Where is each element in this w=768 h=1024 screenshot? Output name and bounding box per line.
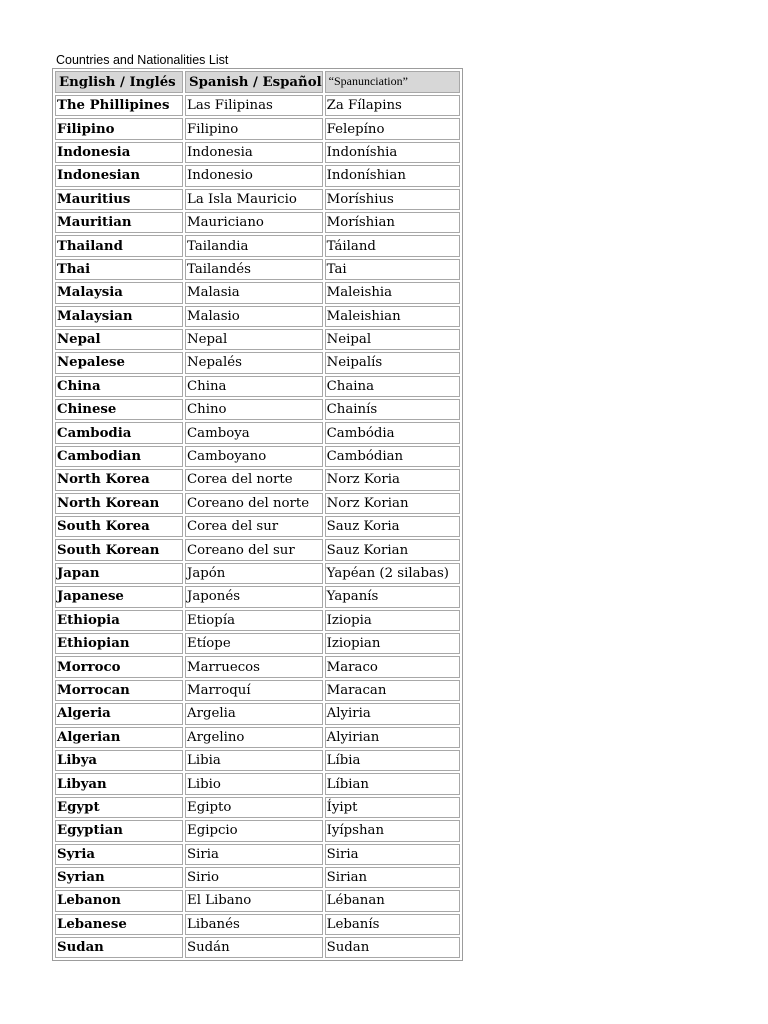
table-row (55, 352, 460, 373)
cell-spanish: Egipto (185, 797, 323, 818)
cell-spanish: Tailandés (185, 259, 323, 280)
cell-english: Nepal (55, 329, 183, 350)
cell-pronunciation: Íyipt (325, 797, 460, 818)
cell-spanish: Corea del sur (185, 516, 323, 537)
cell-spanish: Tailandia (185, 235, 323, 256)
cell-english: Sudan (55, 937, 183, 958)
cell-english: Mauritius (55, 189, 183, 210)
cell-pronunciation: Cambódian (325, 446, 460, 467)
table-row (55, 399, 460, 420)
cell-english: China (55, 376, 183, 397)
cell-spanish: Marruecos (185, 656, 323, 677)
cell-english: Nepalese (55, 352, 183, 373)
table-row (55, 422, 460, 443)
cell-english: Japanese (55, 586, 183, 607)
cell-english: Syrian (55, 867, 183, 888)
header-spanish: Spanish / Español (185, 71, 323, 93)
table-row (55, 586, 460, 607)
cell-spanish: Camboyano (185, 446, 323, 467)
cell-spanish: Mauriciano (185, 212, 323, 233)
cell-pronunciation: Sudan (325, 937, 460, 958)
cell-pronunciation: Moríshius (325, 189, 460, 210)
table-row (55, 703, 460, 724)
cell-english: Libyan (55, 773, 183, 794)
table-row (55, 633, 460, 654)
cell-spanish: China (185, 376, 323, 397)
cell-spanish: Coreano del sur (185, 539, 323, 560)
table-row (55, 329, 460, 350)
cell-pronunciation: Neipal (325, 329, 460, 350)
cell-pronunciation: Norz Korian (325, 493, 460, 514)
cell-spanish: Nepal (185, 329, 323, 350)
cell-pronunciation: Siria (325, 844, 460, 865)
cell-spanish: Chino (185, 399, 323, 420)
cell-spanish: Libio (185, 773, 323, 794)
cell-pronunciation: Felepíno (325, 118, 460, 139)
table-row (55, 773, 460, 794)
cell-pronunciation: Maleishian (325, 306, 460, 327)
table-row (55, 118, 460, 139)
cell-spanish: Indonesio (185, 165, 323, 186)
table-row (55, 820, 460, 841)
header-pronunciation: “Spanunciation” (325, 71, 460, 93)
cell-spanish: Argelino (185, 727, 323, 748)
table-row (55, 797, 460, 818)
cell-english: Filipino (55, 118, 183, 139)
cell-spanish: Indonesia (185, 142, 323, 163)
table-row (55, 282, 460, 303)
table-row (55, 259, 460, 280)
cell-english: Malaysian (55, 306, 183, 327)
cell-pronunciation: Iyípshan (325, 820, 460, 841)
table-row (55, 376, 460, 397)
cell-spanish: Etíope (185, 633, 323, 654)
table-row (55, 306, 460, 327)
cell-english: Japan (55, 563, 183, 584)
table-row (55, 867, 460, 888)
cell-spanish: Nepalés (185, 352, 323, 373)
cell-english: Indonesian (55, 165, 183, 186)
cell-pronunciation: Sauz Koria (325, 516, 460, 537)
table-row (55, 212, 460, 233)
cell-pronunciation: Maraco (325, 656, 460, 677)
table-header-row (55, 71, 460, 93)
cell-pronunciation: Moríshian (325, 212, 460, 233)
cell-spanish: Japón (185, 563, 323, 584)
table-row (55, 610, 460, 631)
cell-english: Algeria (55, 703, 183, 724)
cell-spanish: Malasia (185, 282, 323, 303)
cell-pronunciation: Iziopia (325, 610, 460, 631)
table-row (55, 890, 460, 911)
table-row (55, 235, 460, 256)
cell-english: Lebanese (55, 914, 183, 935)
cell-pronunciation: Sauz Korian (325, 539, 460, 560)
cell-english: Indonesia (55, 142, 183, 163)
cell-english: Lebanon (55, 890, 183, 911)
nationalities-table (52, 68, 463, 961)
cell-pronunciation: Alyirian (325, 727, 460, 748)
cell-english: Algerian (55, 727, 183, 748)
cell-pronunciation: Táiland (325, 235, 460, 256)
cell-spanish: Corea del norte (185, 469, 323, 490)
table-row (55, 750, 460, 771)
cell-pronunciation: Alyiria (325, 703, 460, 724)
table-row (55, 142, 460, 163)
cell-spanish: Argelia (185, 703, 323, 724)
cell-spanish: Las Filipinas (185, 95, 323, 116)
cell-pronunciation: Indoníshia (325, 142, 460, 163)
table-row (55, 937, 460, 958)
cell-english: Morroco (55, 656, 183, 677)
cell-spanish: Siria (185, 844, 323, 865)
cell-spanish: Sudán (185, 937, 323, 958)
cell-pronunciation: Chaina (325, 376, 460, 397)
header-english: English / Inglés (55, 71, 183, 93)
table-row (55, 165, 460, 186)
cell-pronunciation: Lébanan (325, 890, 460, 911)
cell-spanish: Libia (185, 750, 323, 771)
table-row (55, 727, 460, 748)
cell-spanish: Malasio (185, 306, 323, 327)
cell-english: Ethiopia (55, 610, 183, 631)
table-row (55, 563, 460, 584)
cell-spanish: Filipino (185, 118, 323, 139)
table-row (55, 189, 460, 210)
cell-spanish: Camboya (185, 422, 323, 443)
cell-english: Libya (55, 750, 183, 771)
cell-english: Egypt (55, 797, 183, 818)
cell-spanish: Etiopía (185, 610, 323, 631)
cell-english: Morrocan (55, 680, 183, 701)
table-row (55, 493, 460, 514)
cell-pronunciation: Lebanís (325, 914, 460, 935)
cell-english: Chinese (55, 399, 183, 420)
cell-spanish: Sirio (185, 867, 323, 888)
cell-english: Mauritian (55, 212, 183, 233)
cell-spanish: Egipcio (185, 820, 323, 841)
cell-english: Syria (55, 844, 183, 865)
cell-english: Cambodian (55, 446, 183, 467)
cell-spanish: El Libano (185, 890, 323, 911)
cell-english: Thailand (55, 235, 183, 256)
table-row (55, 844, 460, 865)
cell-english: Ethiopian (55, 633, 183, 654)
cell-spanish: Japonés (185, 586, 323, 607)
cell-pronunciation: Chainís (325, 399, 460, 420)
cell-spanish: Marroquí (185, 680, 323, 701)
table-row (55, 914, 460, 935)
cell-pronunciation: Iziopian (325, 633, 460, 654)
cell-english: Malaysia (55, 282, 183, 303)
table-row (55, 469, 460, 490)
table-row (55, 680, 460, 701)
cell-pronunciation: Sirian (325, 867, 460, 888)
table-row (55, 95, 460, 116)
table-row (55, 446, 460, 467)
cell-pronunciation: Tai (325, 259, 460, 280)
cell-english: Cambodia (55, 422, 183, 443)
cell-english: South Korean (55, 539, 183, 560)
cell-english: South Korea (55, 516, 183, 537)
cell-pronunciation: Maracan (325, 680, 460, 701)
cell-pronunciation: Maleishia (325, 282, 460, 303)
cell-pronunciation: Neipalís (325, 352, 460, 373)
cell-pronunciation: Za Fílapins (325, 95, 460, 116)
cell-english: North Korea (55, 469, 183, 490)
table-row (55, 516, 460, 537)
cell-pronunciation: Indoníshian (325, 165, 460, 186)
document-title: Countries and Nationalities List (56, 53, 229, 67)
cell-spanish: Coreano del norte (185, 493, 323, 514)
cell-pronunciation: Líbia (325, 750, 460, 771)
table-row (55, 539, 460, 560)
cell-english: Egyptian (55, 820, 183, 841)
cell-english: North Korean (55, 493, 183, 514)
cell-english: Thai (55, 259, 183, 280)
cell-pronunciation: Yapéan (2 silabas) (325, 563, 460, 584)
cell-pronunciation: Norz Koria (325, 469, 460, 490)
cell-english: The Phillipines (55, 95, 183, 116)
cell-pronunciation: Líbian (325, 773, 460, 794)
cell-pronunciation: Cambódia (325, 422, 460, 443)
cell-spanish: La Isla Mauricio (185, 189, 323, 210)
cell-pronunciation: Yapanís (325, 586, 460, 607)
cell-spanish: Libanés (185, 914, 323, 935)
table-row (55, 656, 460, 677)
table-body (55, 95, 460, 958)
